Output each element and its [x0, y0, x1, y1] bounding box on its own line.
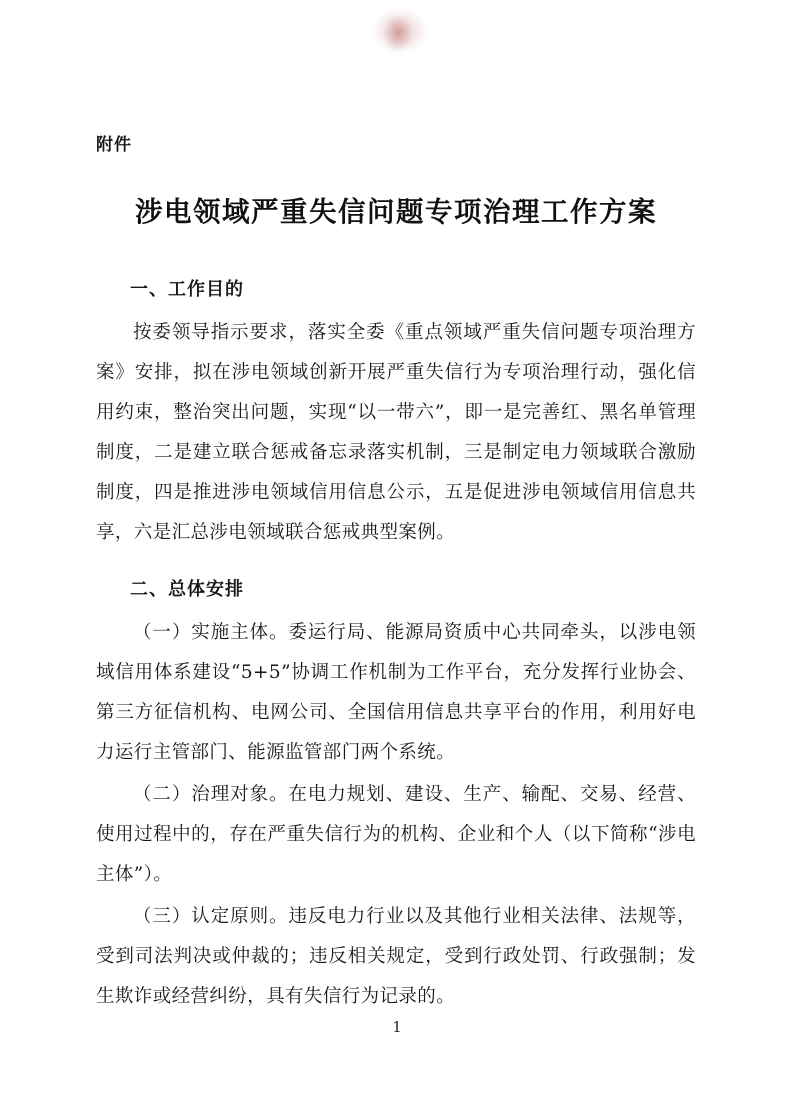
paragraph-work-purpose: 按委领导指示要求，落实全委《重点领域严重失信问题专项治理方案》安排，拟在涉电领域创新开展严重失信行为专项治理行动，强化信用约束，整治突出问题，实现“以一带六”，即一是完善红、黑名单管理制度，二是建立联合惩戒备忘录落实机制，三是制定电力领域联合激励制度，四是推进涉电领域信用信息公示，五是促进涉电领域信用信息共享，六是汇总涉电领域联合惩戒典型案例。 — [96, 321, 696, 543]
section-heading-overall-arrangement: 二、总体安排 — [130, 578, 244, 600]
page-title: 涉电领域严重失信问题专项治理工作方案 — [135, 196, 657, 228]
page-number: 1 — [392, 1018, 402, 1036]
paragraph-implementing-entity: （一）实施主体。委运行局、能源局资质中心共同牵头，以涉电领域信用体系建设“5+5”协调工作机制为工作平台，充分发挥行业协会、第三方征信机构、电网公司、全国信用信息共享平台的作用，利用好电力运行主管部门、能源监管部门两个系统。 — [96, 621, 696, 763]
section-heading-work-purpose: 一、工作目的 — [130, 278, 244, 300]
scan-artifact-smudge — [372, 8, 428, 54]
paragraph-identification-principle: （三）认定原则。违反电力行业以及其他行业相关法律、法规等，受到司法判决或仲裁的；违反相关规定，受到行政处罚、行政强制；发生欺诈或经营纠纷，具有失信行为记录的。 — [96, 905, 696, 1007]
paragraph-governance-target: （二）治理对象。在电力规划、建设、生产、输配、交易、经营、使用过程中的，存在严重失信行为的机构、企业和个人（以下简称“涉电主体”）。 — [96, 783, 696, 885]
attachment-label: 附件 — [96, 135, 132, 155]
scan-artifact-smudge-secondary — [384, 16, 412, 50]
document-body — [96, 130, 696, 1019]
